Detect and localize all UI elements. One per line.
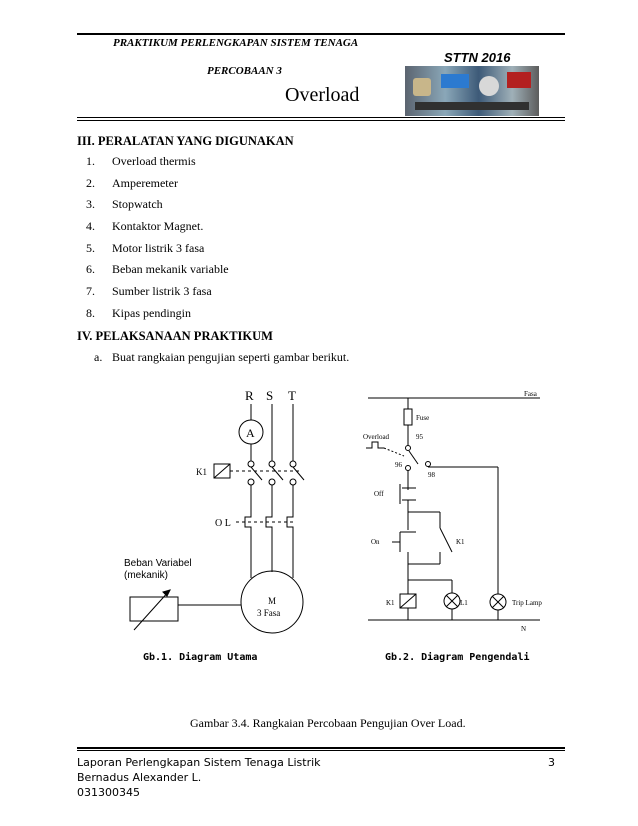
- k1-contact-label: K1: [456, 538, 465, 546]
- list-item: 7. Sumber listrik 3 fasa: [86, 284, 212, 299]
- off-button-label: Off: [374, 490, 384, 498]
- header-institution: STTN 2016: [444, 50, 511, 65]
- contactor-k1-label: K1: [196, 467, 207, 477]
- diagram-1-caption: Gb.1. Diagram Utama: [143, 652, 258, 663]
- fasa-label: Fasa: [524, 390, 537, 398]
- list-item: 8. Kipas pendingin: [86, 305, 191, 320]
- footer-author: Bernadus Alexander L.: [77, 771, 202, 784]
- list-item: 1. Overload thermis: [86, 154, 196, 168]
- k1-coil-label: K1: [386, 599, 395, 607]
- load-label-line2: (mekanik): [124, 570, 168, 581]
- diagram-2-caption: Gb.2. Diagram Pengendali: [385, 652, 530, 663]
- l1-label: L1: [460, 599, 468, 607]
- list-item: 4. Kontaktor Magnet.: [86, 219, 204, 234]
- neutral-label: N: [521, 625, 527, 633]
- overload-ol-label: O L: [215, 518, 231, 529]
- trip-lamp-label: Trip Lamp: [512, 599, 542, 607]
- figure-caption: Gambar 3.4. Rangkaian Percobaan Pengujian Over Load.: [190, 716, 466, 730]
- phase-t-label: T: [288, 388, 296, 403]
- section-3-title: III. PERALATAN YANG DIGUNAKAN: [77, 134, 294, 148]
- on-button-label: On: [371, 538, 380, 546]
- list-item: 2. Amperemeter: [86, 175, 178, 190]
- terminal-95-label: 95: [416, 433, 423, 441]
- overload-label: Overload: [363, 433, 390, 441]
- header-experiment-number: PERCOBAAN 3: [207, 65, 282, 77]
- footer-rule: [77, 747, 565, 749]
- terminal-98-label: 98: [428, 471, 435, 479]
- footer-rule-thin: [77, 750, 565, 751]
- footer-report-title: Laporan Perlengkapan Sistem Tenaga Listrik: [77, 756, 321, 769]
- header-experiment-title: Overload: [285, 84, 360, 106]
- load-label-line1: Beban Variabel: [124, 558, 192, 569]
- footer-student-id: 031300345: [77, 786, 140, 799]
- section-4-title: IV. PELAKSANAAN PRAKTIKUM: [77, 329, 273, 343]
- terminal-96-label: 96: [395, 461, 402, 469]
- section-4-item-a-text: Buat rangkaian pengujian seperti gambar berikut.: [112, 350, 350, 364]
- motor-label-line1: M: [268, 596, 277, 606]
- list-item: 5. Motor listrik 3 fasa: [86, 240, 205, 255]
- phase-s-label: S: [266, 388, 274, 403]
- motor-label-line2: 3 Fasa: [257, 608, 281, 618]
- section-4-item-a-num: a.: [94, 350, 103, 364]
- ammeter-label: A: [246, 426, 255, 440]
- header-title: PRAKTIKUM PERLENGKAPAN SISTEM TENAGA: [113, 37, 359, 49]
- list-item: 3. Stopwatch: [86, 197, 163, 212]
- list-item: 6. Beban mekanik variable: [86, 262, 229, 277]
- footer-page-number: 3: [548, 756, 555, 769]
- fuse-label: Fuse: [416, 414, 430, 422]
- phase-r-label: R: [245, 388, 254, 403]
